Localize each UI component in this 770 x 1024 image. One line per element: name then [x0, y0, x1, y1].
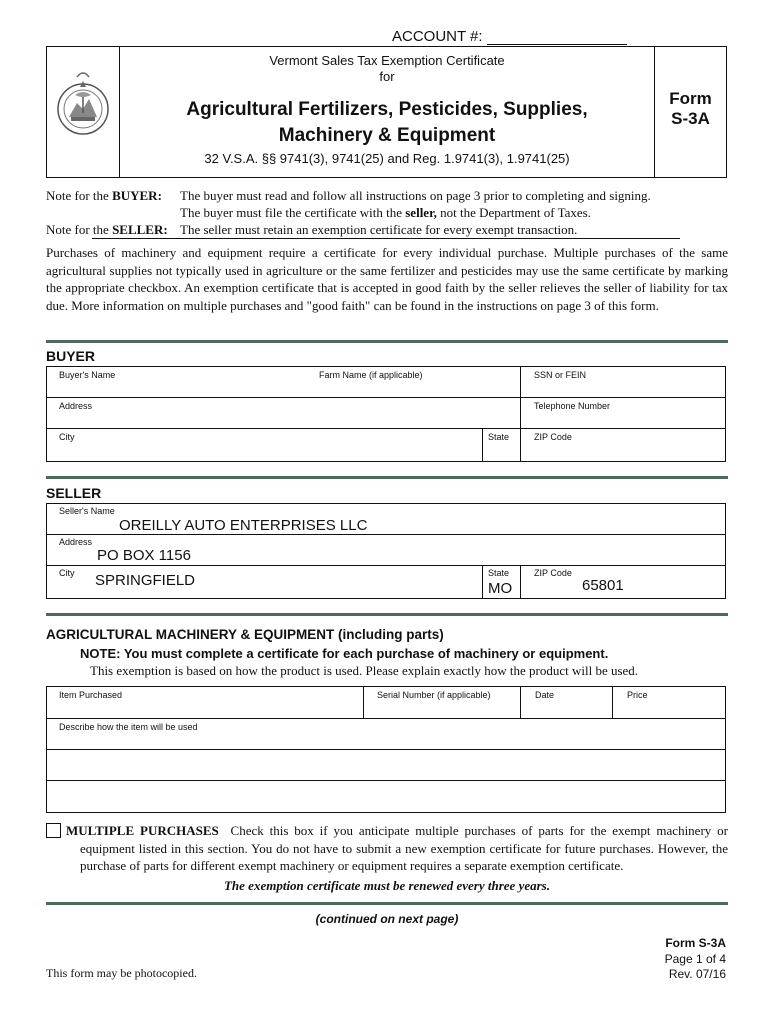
- form-title-line-2: Machinery & Equipment: [278, 125, 496, 146]
- form-number: S-3A: [671, 109, 710, 128]
- seller-name-label: Seller's Name: [59, 506, 115, 516]
- machinery-explain: This exemption is based on how the product is used. Please explain exactly how the product will be used.: [90, 663, 639, 678]
- buyer-row-divider: [47, 428, 725, 429]
- buyer-col-divider: [520, 367, 521, 397]
- buyer-note-label: [46, 187, 162, 204]
- buyer-note-text-a: The buyer must file the certificate with the: [180, 205, 406, 220]
- certificate-name: Vermont Sales Tax Exemption Certificate: [269, 53, 505, 68]
- buyer-section-title: BUYER: [46, 348, 96, 364]
- seller-city-label: City: [59, 568, 75, 578]
- seller-zip-field[interactable]: 65801: [582, 577, 624, 594]
- seller-info-grid: [46, 503, 726, 599]
- vermont-seal-cell: [47, 47, 120, 177]
- footer-form-number: Form S-3A: [665, 936, 726, 950]
- buyer-note-text-c: not the Department of Taxes.: [436, 205, 591, 220]
- describe-usage-field[interactable]: Describe how the item will be used: [59, 722, 198, 732]
- seller-col-divider: [482, 565, 483, 598]
- footer-rule: [46, 902, 728, 905]
- machinery-col-divider: [363, 687, 364, 718]
- seller-name-field[interactable]: OREILLY AUTO ENTERPRISES LLC: [119, 517, 368, 534]
- footer-revision: Rev. 07/16: [668, 967, 726, 981]
- seller-col-divider: [520, 565, 521, 598]
- buyer-city-field[interactable]: City: [59, 432, 75, 442]
- account-number-field[interactable]: [392, 28, 627, 45]
- form-title: [119, 97, 655, 149]
- date-field[interactable]: Date: [535, 690, 555, 700]
- vermont-seal-icon: [47, 47, 119, 177]
- seller-state-label: State: [488, 568, 510, 578]
- machinery-row-divider: [47, 749, 725, 750]
- buyer-zip-field[interactable]: ZIP Code: [534, 432, 572, 442]
- multiple-purchases-text: [46, 822, 728, 875]
- buyer-info-grid: [46, 366, 726, 462]
- account-number-line[interactable]: [487, 30, 627, 45]
- buyer-farm-name-field[interactable]: Farm Name (if applicable): [319, 370, 423, 380]
- seller-state-field[interactable]: MO: [488, 580, 513, 597]
- note-underline: [92, 238, 680, 239]
- seller-note-line: The seller must retain an exemption certificate for every exempt transaction.: [180, 222, 578, 237]
- footer-page-number: Page 1 of 4: [664, 952, 726, 966]
- seller-row-divider: [47, 534, 725, 535]
- buyer-section-rule: [46, 340, 728, 343]
- continued-note: (continued on next page): [315, 912, 459, 926]
- form-header: [46, 46, 727, 178]
- account-label: ACCOUNT #:: [392, 28, 483, 45]
- buyer-note-role: BUYER:: [112, 188, 162, 203]
- buyer-note-line-1: The buyer must read and follow all instructions on page 3 prior to completing and signing.: [180, 188, 651, 203]
- buyer-state-field[interactable]: State: [488, 432, 510, 442]
- buyer-address-field[interactable]: Address: [59, 401, 93, 411]
- statute-reference: 32 V.S.A. §§ 9741(3), 9741(25) and Reg. 1.9741(3), 1.9741(25): [204, 151, 570, 166]
- buyer-col-divider: [482, 428, 483, 461]
- buyer-ssn-fein-field[interactable]: SSN or FEIN: [534, 370, 587, 380]
- seller-address-label: Address: [59, 537, 93, 547]
- form-label: Form: [669, 89, 712, 108]
- multiple-purchases-title: MULTIPLE PURCHASES: [66, 823, 219, 838]
- buyer-note-seller-emphasis: seller,: [405, 205, 437, 220]
- machinery-section-rule: [46, 613, 728, 616]
- form-number-cell: [654, 47, 726, 177]
- machinery-row-divider: [47, 718, 725, 719]
- renewal-note: The exemption certificate must be renewed every three years.: [223, 878, 550, 893]
- buyer-col-divider: [520, 397, 521, 428]
- buyer-col-divider: [520, 428, 521, 461]
- seller-city-field[interactable]: SPRINGFIELD: [95, 572, 196, 589]
- machinery-col-divider: [612, 687, 613, 718]
- multiple-purchases-description: Check this box if you anticipate multiple purchases of parts for the exempt machinery or equipment listed in this section. You do not have to submit a new exemption certificate for future purchases. However, the purchase of parts for different exempt machinery or equipment requires a separate exemption certificate.: [80, 823, 728, 873]
- form-title-line-1: Agricultural Fertilizers, Pesticides, Supplies,: [186, 99, 588, 120]
- seller-note-role: SELLER:: [112, 222, 168, 237]
- buyer-note-line-2: [180, 204, 591, 221]
- machinery-col-divider: [520, 687, 521, 718]
- seller-section-title: SELLER: [46, 485, 102, 501]
- seller-zip-label: ZIP Code: [534, 568, 572, 578]
- buyer-telephone-field[interactable]: Telephone Number: [534, 401, 611, 411]
- seller-section-rule: [46, 476, 728, 479]
- machinery-row-divider: [47, 780, 725, 781]
- item-purchased-field[interactable]: Item Purchased: [59, 690, 123, 700]
- seller-note-label: [46, 221, 168, 238]
- certificate-for: for: [379, 69, 395, 84]
- seller-row-divider: [47, 565, 725, 566]
- machinery-note: NOTE: You must complete a certificate for each purchase of machinery or equipment.: [80, 646, 609, 661]
- buyer-note-prefix: Note for the: [46, 188, 113, 203]
- photocopy-note: This form may be photocopied.: [46, 966, 197, 980]
- price-field[interactable]: Price: [627, 690, 648, 700]
- serial-number-field[interactable]: Serial Number (if applicable): [377, 690, 491, 700]
- machinery-section-title: AGRICULTURAL MACHINERY & EQUIPMENT (including parts): [46, 627, 444, 642]
- buyer-name-field[interactable]: Buyer's Name: [59, 370, 116, 380]
- machinery-grid: [46, 686, 726, 813]
- seller-address-field[interactable]: PO BOX 1156: [97, 547, 191, 564]
- intro-paragraph: Purchases of machinery and equipment require a certificate for every individual purchase. Multiple purchases of the same agricultural supplies not typically used in agriculture or the same fertilizer and pesticides may use the same certificate by marking the appropriate checkbox. An exemption certificate that is accepted in good faith by the seller relieves the seller of liability for tax due. More information on multiple purchases and "good faith" can be found in the instructions on page 3 of this form.: [46, 245, 728, 313]
- buyer-row-divider: [47, 397, 725, 398]
- seller-note-prefix: Note for the: [46, 222, 113, 237]
